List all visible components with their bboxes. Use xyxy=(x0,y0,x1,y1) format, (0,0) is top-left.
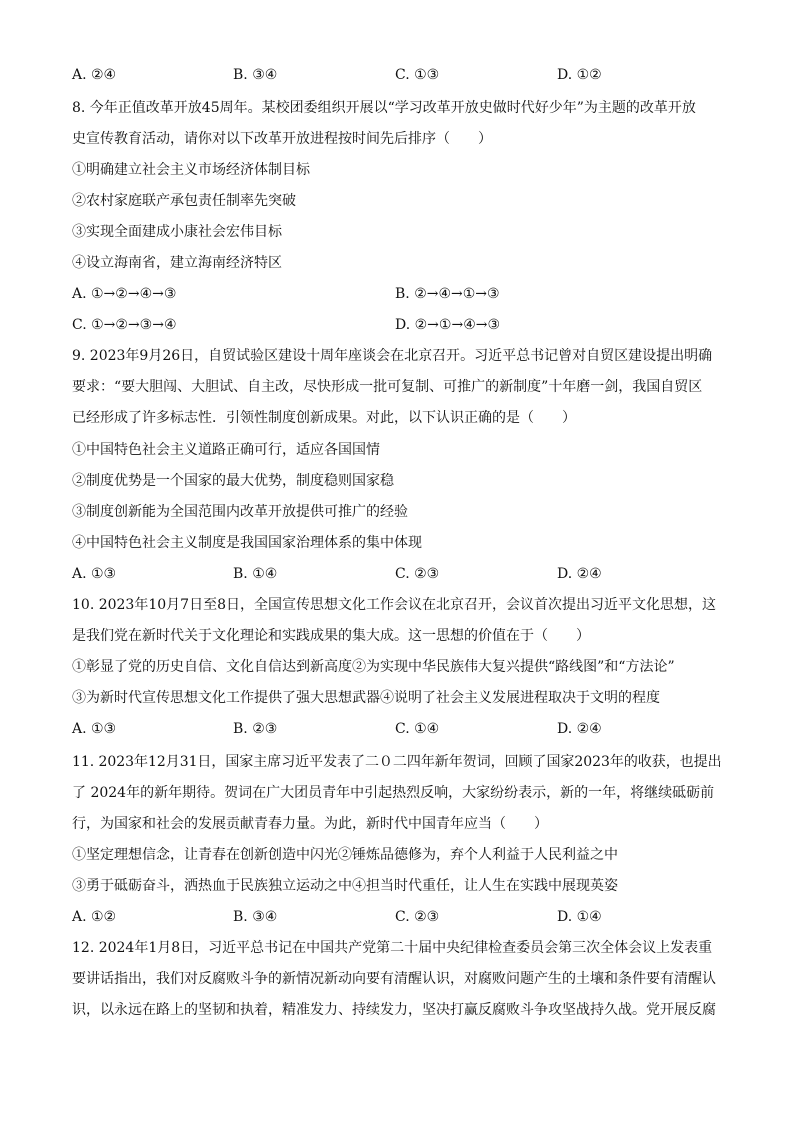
q10-stem-line-2: 是我们党在新时代关于文化理论和实践成果的集大成。这一思想的价值在于（ ） xyxy=(72,628,590,644)
q8-option-d: D. ②→①→④→③ xyxy=(395,317,501,333)
q10-statement-2: ③为新时代宣传思想文化工作提供了强大思想武器④说明了社会主义发展进程取决于文明的程度 xyxy=(72,690,660,706)
q10-option-d: D. ②④ xyxy=(557,721,602,737)
q9-option-c: C. ②③ xyxy=(395,566,440,582)
q8-statement-1: ①明确建立社会主义市场经济体制目标 xyxy=(72,162,310,178)
q8-statement-4: ④设立海南省，建立海南经济特区 xyxy=(72,255,282,271)
q9-statement-3: ③制度创新能为全国范围内改革开放提供可推广的经验 xyxy=(72,504,408,520)
q7-option-c: C. ①③ xyxy=(395,67,440,83)
q9-stem-line-3: 已经形成了许多标志性．引领性制度创新成果。对此，以下认识正确的是（ ） xyxy=(72,410,576,426)
q8-stem-line-1: 8. 今年正值改革开放45周年。某校团委组织开展以“学习改革开放史做时代好少年”为主题的改革开放 xyxy=(72,100,696,116)
q11-option-a: A. ①② xyxy=(72,909,117,925)
q10-stem-line-1: 10. 2023年10月7日至8日，全国宣传思想文化工作会议在北京召开，会议首次提出习近平文化思想，这 xyxy=(72,597,716,613)
q9-statement-1: ①中国特色社会主义道路正确可行，适应各国国情 xyxy=(72,442,380,458)
q8-option-b: B. ②→④→①→③ xyxy=(395,286,500,302)
q11-statement-1: ①坚定理想信念，让青春在创新创造中闪光②锤炼品德修为，弃个人利益于人民利益之中 xyxy=(72,847,618,863)
q12-stem-line-3: 识，以永远在路上的坚韧和执着，精准发力、持续发力，坚决打赢反腐败斗争攻坚战持久战。党开展反腐 xyxy=(72,1002,716,1018)
q8-statement-2: ②农村家庭联产承包责任制率先突破 xyxy=(72,193,296,209)
q12-stem-line-2: 要讲话指出，我们对反腐败斗争的新情况新动向要有清醒认识，对腐败问题产生的土壤和条件要有清醒认 xyxy=(72,971,716,987)
q9-stem-line-1: 9. 2023年9月26日，自贸试验区建设十周年座谈会在北京召开。习近平总书记曾对自贸区建设提出明确 xyxy=(72,348,713,364)
q11-stem-line-2: 了 2024年的新年期待。贺词在广大团员青年中引起热烈反响，大家纷纷表示，新的一年，将继续砥砺前 xyxy=(72,785,715,801)
q11-stem-line-3: 行，为国家和社会的发展贡献青春力量。为此，新时代中国青年应当（ ） xyxy=(72,816,548,832)
q8-option-a: A. ①→②→④→③ xyxy=(72,286,177,302)
q8-stem-line-2: 史宣传教育活动，请你对以下改革开放进程按时间先后排序（ ） xyxy=(72,131,492,147)
q9-statement-4: ④中国特色社会主义制度是我国国家治理体系的集中体现 xyxy=(72,535,422,551)
q11-option-d: D. ①④ xyxy=(557,909,602,925)
q10-option-a: A. ①③ xyxy=(72,721,117,737)
q8-option-c: C. ①→②→③→④ xyxy=(72,317,177,333)
q12-stem-line-1: 12. 2024年1月8日，习近平总书记在中国共产党第二十届中央纪律检查委员会第三次全体会议上发表重 xyxy=(72,940,713,956)
q7-option-b: B. ③④ xyxy=(233,67,278,83)
q11-option-c: C. ②③ xyxy=(395,909,440,925)
q9-statement-2: ②制度优势是一个国家的最大优势，制度稳则国家稳 xyxy=(72,473,394,489)
q7-option-a: A. ②④ xyxy=(72,67,117,83)
q11-stem-line-1: 11. 2023年12月31日，国家主席习近平发表了二０二四年新年贺词，回顾了国家2023年的收获，也提出 xyxy=(72,754,722,770)
q10-statement-1: ①彰显了党的历史自信、文化自信达到新高度②为实现中华民族伟大复兴提供“路线图”和“方法论” xyxy=(72,659,675,675)
q11-statement-2: ③勇于砥砺奋斗，洒热血于民族独立运动之中④担当时代重任，让人生在实践中展现英姿 xyxy=(72,878,618,894)
q8-statement-3: ③实现全面建成小康社会宏伟目标 xyxy=(72,224,282,240)
q9-option-d: D. ②④ xyxy=(557,566,602,582)
q9-option-b: B. ①④ xyxy=(233,566,278,582)
q10-option-c: C. ①④ xyxy=(395,721,440,737)
q9-option-a: A. ①③ xyxy=(72,566,117,582)
q7-option-d: D. ①② xyxy=(557,67,602,83)
q10-option-b: B. ②③ xyxy=(233,721,278,737)
q9-stem-line-2: 要求：“要大胆闯、大胆试、自主改，尽快形成一批可复制、可推广的新制度”十年磨一剑，我国自贸区 xyxy=(72,379,703,395)
q11-option-b: B. ③④ xyxy=(233,909,278,925)
